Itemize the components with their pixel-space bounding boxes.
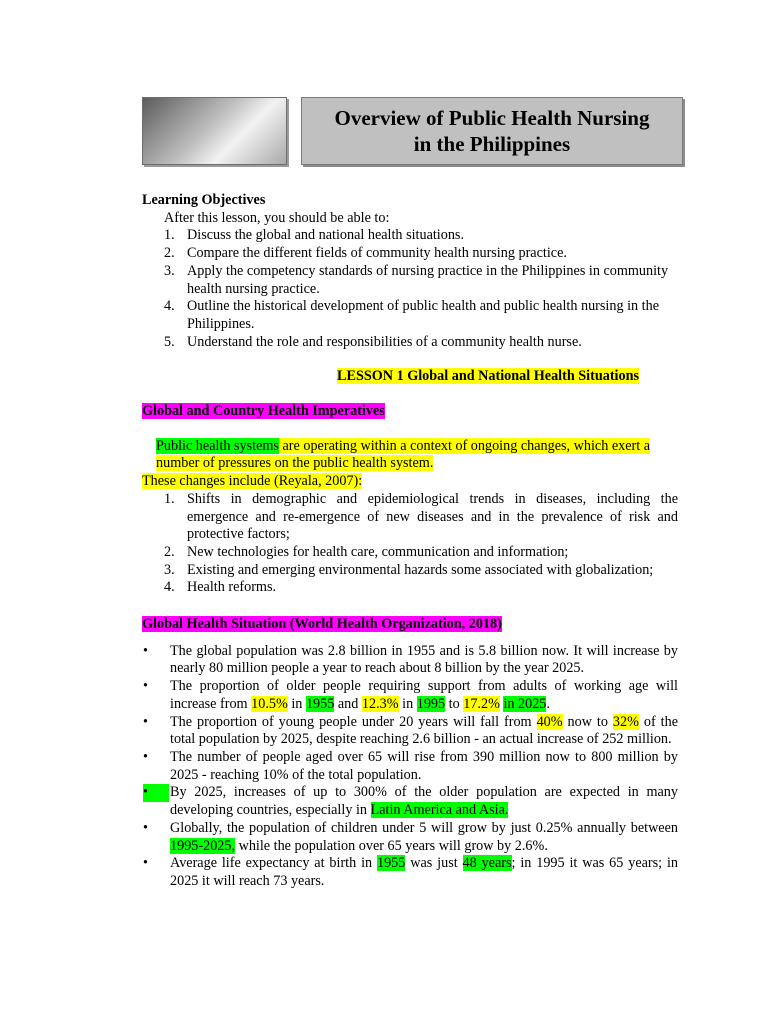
global-health-heading: Global Health Situation (World Health Organization, 2018)	[142, 616, 502, 633]
change-item: 1. Shifts in demographic and epidemiological trends in diseases, including the emergence and re-emergence of new diseases and in the prevalence of risk and protective factors;	[164, 490, 678, 543]
objectives-list	[142, 227, 678, 351]
learning-objectives-heading: Learning Objectives	[142, 192, 266, 208]
change-item: 3. Existing and emerging environmental hazards some associated with globalization;	[164, 561, 654, 578]
objective-item: 3. Apply the competency standards of nursing practice in the Philippines in community health nursing practice.	[164, 262, 669, 297]
global-health-bullet: • Globally, the population of children under 5 will grow by just 0.25% annually between 1995-2025, while the population over 65 years will grow by 2.6%.	[143, 819, 678, 854]
objective-item: 2. Compare the different fields of community health nursing practice.	[164, 245, 567, 262]
imperatives-heading: Global and Country Health Imperatives	[142, 403, 385, 420]
objectives-intro: After this lesson, you should be able to:	[164, 209, 390, 226]
page-title-line-2: in the Philippines	[413, 132, 571, 156]
global-health-bullet: • By 2025, increases of up to 300% of the older population are expected in many developing countries, especially in Latin America and Asia.	[143, 784, 678, 819]
objective-item: 1. Discuss the global and national health situations.	[164, 227, 465, 244]
document-body	[142, 192, 678, 891]
change-item: 4. Health reforms.	[164, 579, 277, 596]
global-health-bullet: • The global population was 2.8 billion in 1955 and is 5.8 billion now. It will increase by nearly 80 million people a year to reach about 8 billion by the year 2025.	[143, 642, 678, 677]
page-title	[301, 97, 683, 165]
global-health-bullet: • The proportion of older people requiring support from adults of working age will increase from 10.5% in 1955 and 12.3% in 1995 to 17.2% in 2025.	[143, 678, 678, 712]
global-health-bullet: • Average life expectancy at birth in 1955 was just 48 years; in 1995 it was 65 years; in 2025 it will reach 73 years.	[143, 855, 679, 889]
lesson-title: LESSON 1 Global and National Health Situations	[337, 368, 639, 385]
objective-item: 5. Understand the role and responsibilities of a community health nurse.	[164, 333, 582, 350]
changes-list	[142, 491, 678, 597]
changes-intro: These changes include (Reyala, 2007):	[142, 473, 363, 490]
global-health-bullet: • The proportion of young people under 20 years will fall from 40% now to 32% of the total population by 2025, despite reaching 2.6 billion - an actual increase of 252 million.	[143, 713, 679, 748]
header-graphic-box	[142, 97, 287, 165]
global-health-bullet: • The number of people aged over 65 will rise from 390 million now to 800 million by 2025 - reaching 10% of the total population.	[143, 748, 678, 783]
global-health-list	[142, 643, 678, 891]
change-item: 2. New technologies for health care, communication and information;	[164, 543, 569, 560]
page-title-line-1: Overview of Public Health Nursing	[334, 106, 650, 130]
imperatives-paragraph: Public health systems are operating within a context of ongoing changes, which exert a number of pressures on the public health system.	[156, 437, 651, 472]
objective-item: 4. Outline the historical development of public health and public health nursing in the Philippines.	[164, 298, 660, 332]
